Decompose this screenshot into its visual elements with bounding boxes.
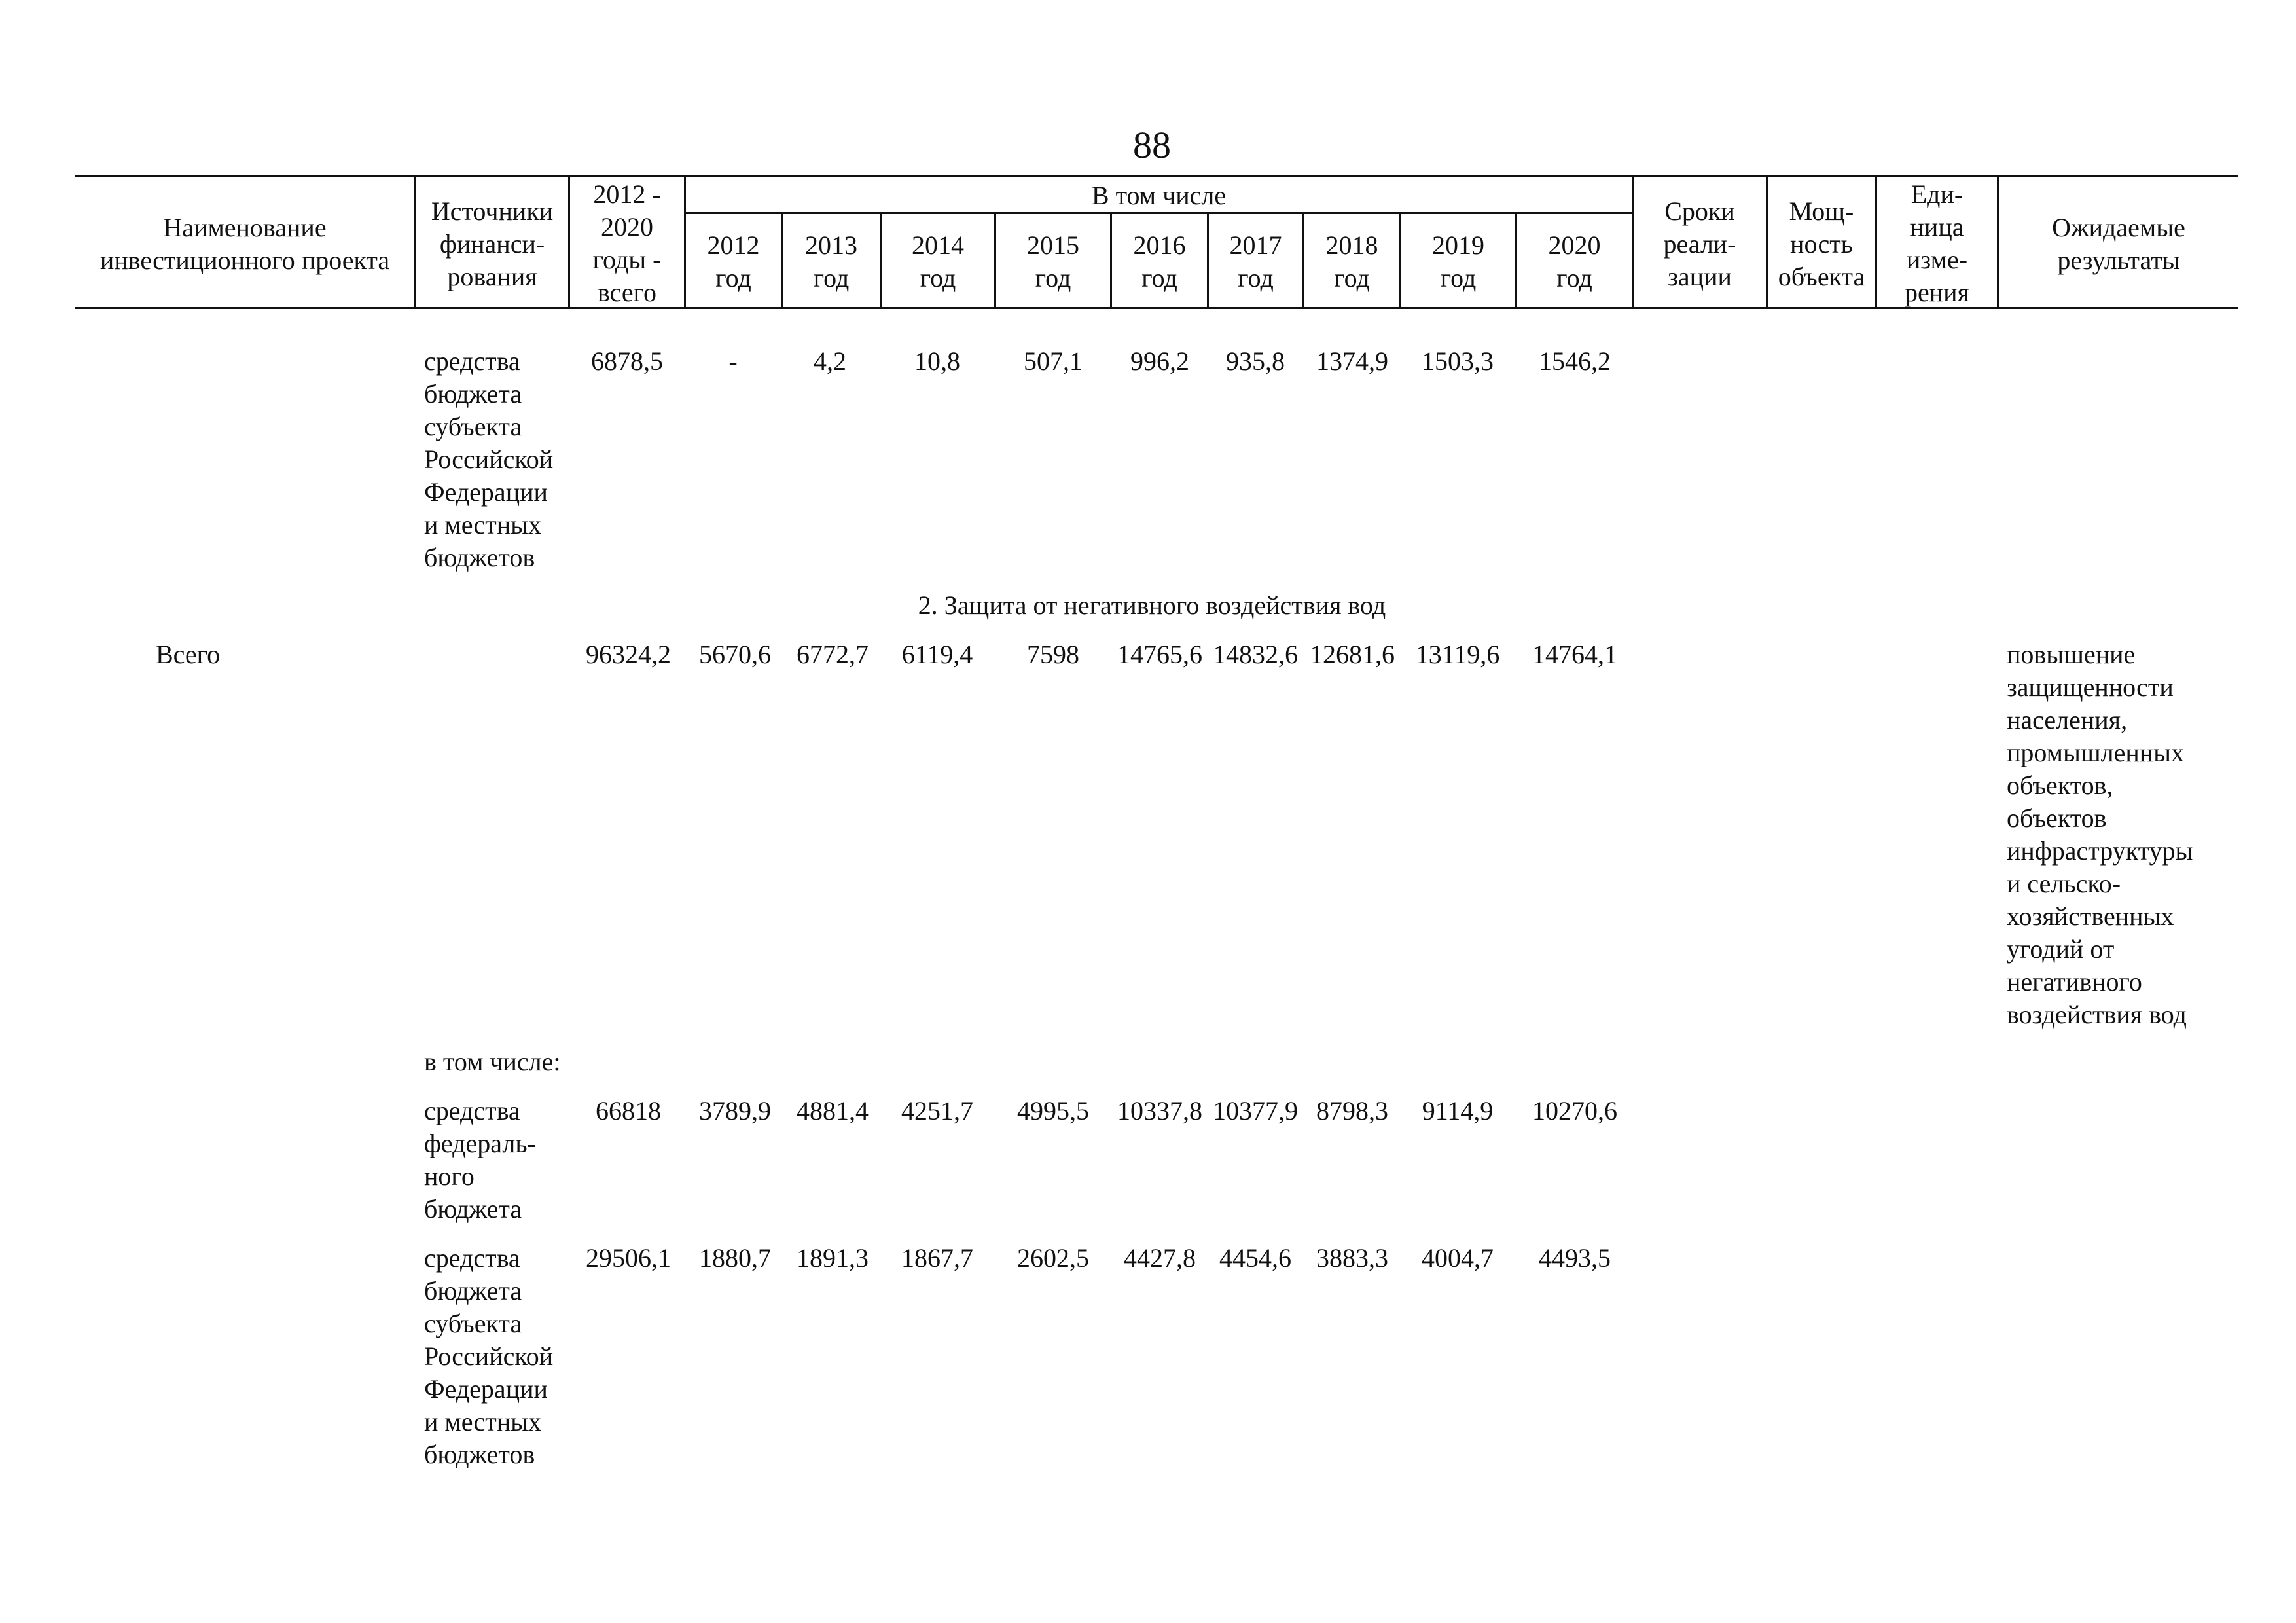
cell-2012: 3789,9: [699, 1096, 771, 1125]
expected-result: повышение защищенности населения, промышленных объектов, объектов инфраструктуры и сельско- хозяйственных угодий от негативного воздействия вод: [2007, 640, 2193, 1029]
header-project: Наименование инвестиционного проекта: [99, 213, 390, 275]
cell-2016: 4427,8: [1124, 1243, 1196, 1273]
cell-2018: 12681,6: [1310, 640, 1395, 669]
cell-2013: 6772,7: [797, 640, 869, 669]
cell-2014: 6119,4: [901, 640, 973, 669]
source-label: средства бюджета субъекта Российской Федерации и местных бюджетов: [424, 1243, 554, 1469]
header-year-2017: 2017 год: [1229, 230, 1282, 293]
header-terms: Сроки реали- зации: [1663, 196, 1736, 291]
cell-2020: 4493,5: [1539, 1243, 1611, 1273]
cell-2020: 1546,2: [1539, 346, 1611, 376]
cell-2015: 7598: [1027, 640, 1079, 669]
header-capacity: Мощ- ность объекта: [1778, 196, 1865, 291]
cell-2019: 13119,6: [1415, 640, 1500, 669]
cell-2012: 5670,6: [699, 640, 771, 669]
source-label: средства бюджета субъекта Российской Федерации и местных бюджетов: [424, 346, 554, 572]
header-year-2015: 2015 год: [1027, 230, 1079, 293]
cell-2015: 4995,5: [1017, 1096, 1089, 1125]
header-sources: Источники финанси- рования: [431, 196, 554, 291]
cell-2019: 4004,7: [1422, 1243, 1494, 1273]
cell-2016: 14765,6: [1117, 640, 1202, 669]
header-results: Ожидаемые результаты: [2052, 213, 2185, 275]
cell-2014: 10,8: [914, 346, 960, 376]
source-label: средства федераль- ного бюджета: [424, 1096, 536, 1224]
including-label: в том числе:: [424, 1047, 561, 1076]
cell-2015: 507,1: [1024, 346, 1083, 376]
header-year-2014: 2014 год: [912, 230, 964, 293]
cell-2018: 8798,3: [1316, 1096, 1388, 1125]
cell-2014: 4251,7: [901, 1096, 973, 1125]
cell-2016: 996,2: [1130, 346, 1189, 376]
header-year-2018: 2018 год: [1325, 230, 1378, 293]
table-top-border: [75, 175, 2238, 177]
header-sub-border: [684, 212, 1633, 214]
page-number: 88: [1133, 124, 1171, 166]
cell-2012: 1880,7: [699, 1243, 771, 1273]
cell-2018: 1374,9: [1316, 346, 1388, 376]
cell-2019: 9114,9: [1422, 1096, 1494, 1125]
header-year-2012: 2012 год: [707, 230, 760, 293]
header-year-2020: 2020 год: [1548, 230, 1601, 293]
cell-2020: 14764,1: [1532, 640, 1617, 669]
section-title: 2. Защита от негативного воздействия вод: [918, 591, 1386, 620]
cell-2017: 935,8: [1226, 346, 1285, 376]
cell-2012: -: [728, 346, 738, 376]
cell-2020: 10270,6: [1532, 1096, 1617, 1125]
cell-2014: 1867,7: [901, 1243, 973, 1273]
cell-2017: 14832,6: [1213, 640, 1298, 669]
cell-2018: 3883,3: [1316, 1243, 1388, 1273]
cell-2013: 4,2: [814, 346, 846, 376]
cell-2019: 1503,3: [1422, 346, 1494, 376]
cell-2013: 1891,3: [797, 1243, 869, 1273]
cell-2015: 2602,5: [1017, 1243, 1089, 1273]
header-total: 2012 - 2020 годы - всего: [592, 179, 662, 307]
header-year-2019: 2019 год: [1432, 230, 1484, 293]
cell-2016: 10337,8: [1117, 1096, 1202, 1125]
cell-2017: 4454,6: [1219, 1243, 1291, 1273]
total-label: Всего: [156, 640, 221, 669]
cell-2013: 4881,4: [797, 1096, 869, 1125]
header-including: В том числе: [1091, 181, 1227, 210]
header-year-2016: 2016 год: [1133, 230, 1186, 293]
cell-2017: 10377,9: [1213, 1096, 1298, 1125]
cell-total: 96324,2: [586, 640, 671, 669]
header-unit: Еди- ница изме- рения: [1905, 179, 1969, 307]
cell-total: 66818: [596, 1096, 661, 1125]
cell-total: 29506,1: [586, 1243, 671, 1273]
header-year-2013: 2013 год: [805, 230, 857, 293]
cell-total: 6878,5: [591, 346, 663, 376]
